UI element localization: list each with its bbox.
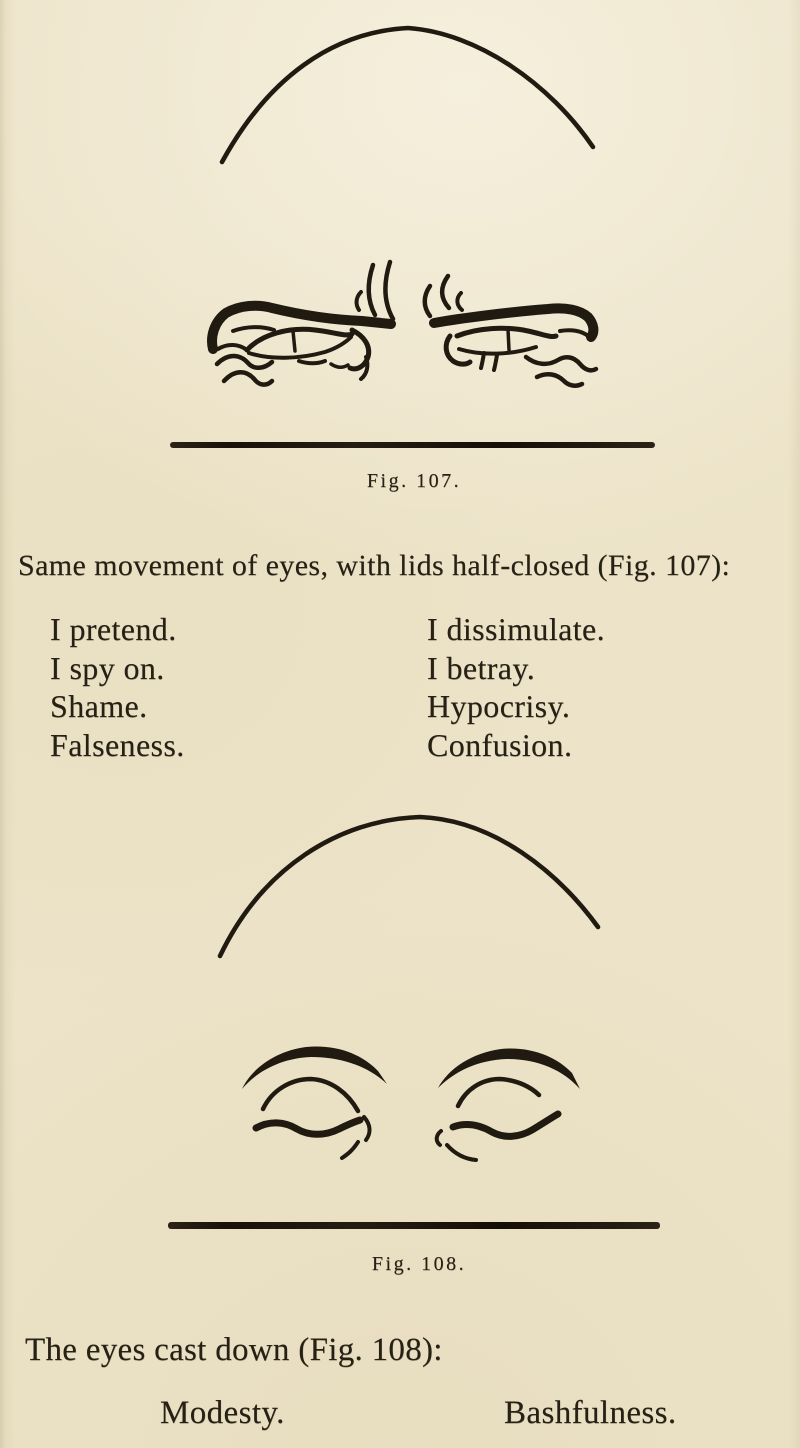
term: I betray. (427, 649, 536, 686)
fig107-heading: Same movement of eyes, with lids half-closed (Fig. 107): (18, 549, 731, 582)
term: I dissimulate. (427, 611, 606, 647)
term: Confusion. (427, 727, 573, 764)
fig108-term-right: Bashfulness. (504, 1395, 677, 1431)
term: I spy on. (50, 649, 165, 686)
term: I pretend. (50, 611, 177, 647)
fig107-caption: Fig. 107. (366, 470, 462, 492)
term: Falseness. (50, 727, 185, 764)
fig107-frown-lines-drawing (357, 262, 462, 319)
fig108-illustration (0, 780, 800, 1200)
fig108-right-eye-drawing (437, 1049, 580, 1160)
fig108-divider-rule (168, 1222, 660, 1229)
fig107-right-eye-drawing (434, 308, 596, 385)
fig108-term-left: Modesty. (160, 1395, 285, 1431)
fig107-forehead-arc-drawing (222, 28, 593, 162)
fig107-terms-left (50, 610, 185, 765)
term: Shame. (50, 688, 148, 725)
fig107-left-eye-drawing (212, 306, 391, 385)
fig108-left-eye-drawing (242, 1046, 387, 1158)
fig108-heading: The eyes cast down (Fig. 108): (25, 1332, 443, 1368)
fig108-caption: Fig. 108. (371, 1253, 467, 1275)
fig108-forehead-arc-drawing (220, 817, 598, 956)
fig107-illustration (0, 0, 800, 430)
fig107-divider-rule (170, 442, 655, 448)
term: Hypocrisy. (427, 688, 571, 725)
fig107-terms-right (427, 610, 605, 765)
